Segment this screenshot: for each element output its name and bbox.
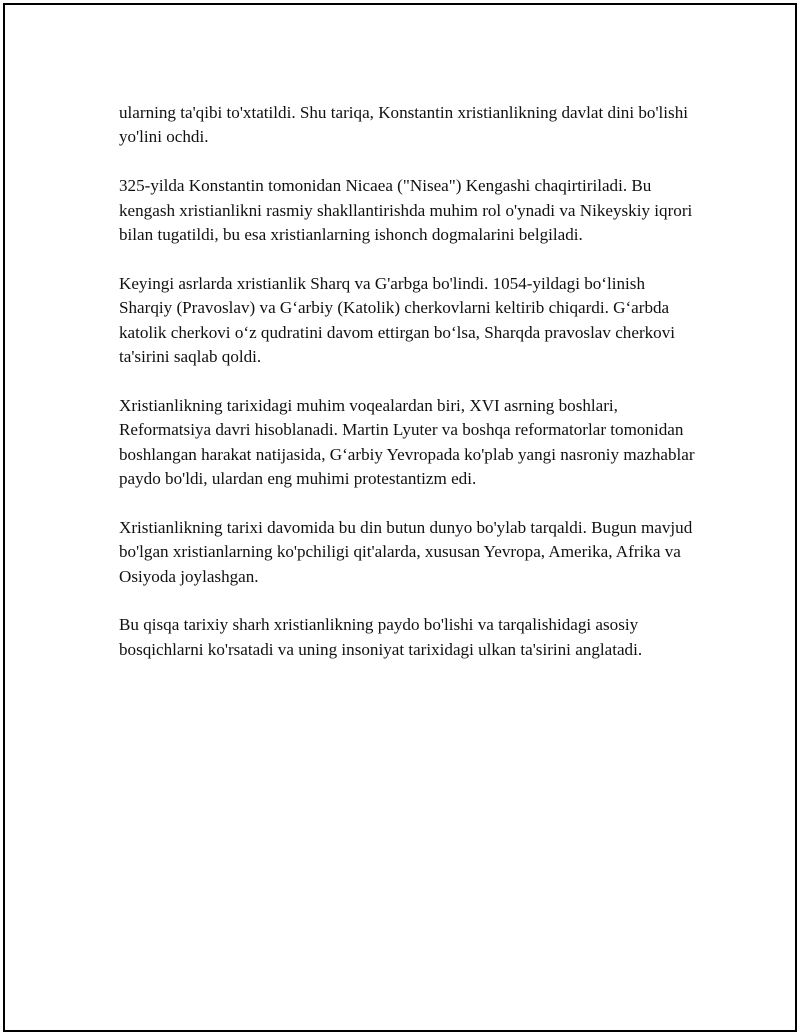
document-body bbox=[119, 101, 699, 687]
paragraph-council-of-nicaea: 325-yilda Konstantin tomonidan Nicaea ("Nisea") Kengashi chaqirtiriladi. Bu kengash xristianlikni rasmiy shakllantirishda muhim rol o'ynadi va Nikeyskiy iqrori bilan tugatildi, bu esa xristianlarning ishonch dogmalarini belgiladi. bbox=[119, 176, 693, 245]
paragraph-great-schism: Keyingi asrlarda xristianlik Sharq va G'arbga bo'lindi. 1054-yildagi bo‘linish Sharqiy (Pravoslav) va G‘arbiy (Katolik) cherkovlarni keltirib chiqardi. G‘arbda katolik cherkovi o‘z qudratini davom ettirgan bo‘lsa, Sharqda pravoslav cherkovi ta'sirini saqlab qoldi. bbox=[119, 273, 676, 367]
paragraph-summary: Bu qisqa tarixiy sharh xristianlikning paydo bo'lishi va tarqalishidagi asosiy bosqichlarni ko'rsatadi va uning insoniyat tarixidagi ulkan ta'sirini anglatadi. bbox=[119, 615, 643, 659]
document-page bbox=[3, 3, 797, 1032]
paragraph-reformation: Xristianlikning tarixidagi muhim voqealardan biri, XVI asrning boshlari, Reformatsiya davri hisoblanadi. Martin Lyuter va boshqa reformatorlar tomonidan boshlangan harakat natijasida, G‘arbiy Yevropada ko'plab yangi nasroniy mazhablar paydo bo'ldi, ulardan eng muhimi protestantizm edi. bbox=[119, 395, 695, 489]
paragraph-global-spread: Xristianlikning tarixi davomida bu din butun dunyo bo'ylab tarqaldi. Bugun mavjud bo'lgan xristianlarning ko'pchiligi qit'alarda, xususan Yevropa, Amerika, Afrika va Osiyoda joylashgan. bbox=[119, 517, 693, 586]
paragraph-constantine-end-persecution: ularning ta'qibi to'xtatildi. Shu tariqa, Konstantin xristianlikning davlat dini bo'lishi yo'lini ochdi. bbox=[119, 103, 689, 147]
